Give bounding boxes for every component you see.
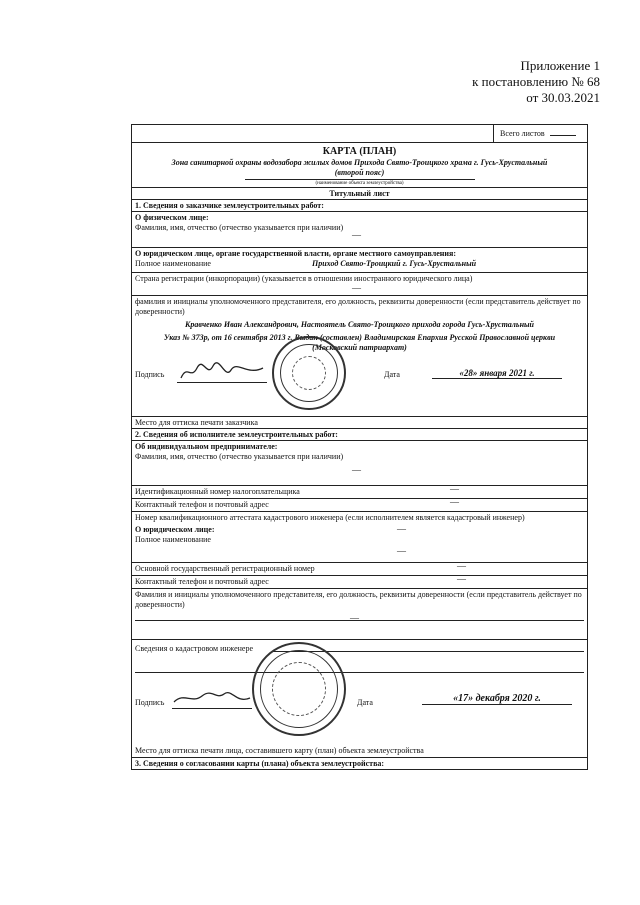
- section-3-heading: 3. Сведения о согласовании карты (плана) объекта землеустройства:: [135, 759, 385, 768]
- customer-rep-value-1: Кравченко Иван Александрович, Настоятель Свято-Троицкого прихода города Гусь-Хрустальный: [184, 320, 535, 329]
- executor-rep-dash: —: [350, 613, 359, 623]
- executor-cert-label: Номер квалификационного аттестата кадастрового инженера (если исполнителем является кадастровый инженер): [135, 513, 525, 522]
- executor-phone-dash: —: [450, 497, 459, 507]
- executor-rep-label: Фамилия и инициалы уполномоченного представителя, его должность, реквизиты доверенности (если представитель действует по доверенности): [135, 590, 582, 609]
- executor-ip-label: Об индивидуальном предпринимателе:: [135, 442, 278, 451]
- executor-fio-dash: —: [352, 465, 361, 475]
- executor-phone-label: Контактный телефон и почтовый адрес: [135, 500, 269, 509]
- executor-phone2-label: Контактный телефон и почтовый адрес: [135, 577, 269, 586]
- map-subtitle-2: (второй пояс): [334, 168, 385, 177]
- map-subtitle: Зона санитарной охраны водозабора жилых домов Прихода Свято-Троицкого храма г. Гусь-Хрустальный: [171, 158, 548, 167]
- customer-representative-block: [132, 296, 587, 417]
- map-form: [131, 124, 588, 770]
- customer-legal-block: [132, 248, 587, 273]
- appendix-line-2: к постановлению № 68: [472, 74, 600, 89]
- customer-signature: [177, 362, 267, 383]
- executor-ogrn-row: [132, 563, 587, 576]
- executor-legal-block: [132, 512, 587, 563]
- executor-inn-label: Идентификационный номер налогоплательщика: [135, 487, 300, 496]
- executor-signature-label: Подпись: [135, 698, 165, 707]
- customer-fio-dash: —: [352, 230, 361, 240]
- executor-cadastral-label: Сведения о кадастровом инженере: [135, 644, 254, 653]
- executor-inn-row: [132, 486, 587, 499]
- map-header: [132, 143, 587, 187]
- sheets-label: Всего листов: [500, 129, 545, 138]
- customer-full-name-label: Полное наименование: [135, 259, 211, 268]
- section-2-heading: 2. Сведения об исполнителе землеустроительных работ:: [132, 429, 587, 441]
- map-caption: (наименование объекта землеустройства): [245, 179, 475, 187]
- executor-ogrn-dash: —: [457, 561, 466, 571]
- customer-rep-value-3: (Московский патриархат): [312, 343, 407, 352]
- executor-cadastral-block: [132, 640, 587, 758]
- customer-signature-scribble: [177, 362, 267, 382]
- executor-ip-block: [132, 441, 587, 486]
- map-title: КАРТА (ПЛАН): [322, 146, 397, 157]
- customer-rep-label: фамилия и инициалы уполномоченного представителя, его должность, реквизиты доверенности (если представитель действует по доверенности): [135, 297, 581, 316]
- executor-full-name-label: Полное наименование: [135, 535, 211, 544]
- customer-individual-block: [132, 212, 587, 248]
- sheets-row: [132, 125, 587, 143]
- executor-fio-label: Фамилия, имя, отчество (отчество указывается при наличии): [135, 452, 344, 461]
- customer-fio-label: Фамилия, имя, отчество (отчество указывается при наличии): [135, 223, 344, 232]
- executor-legal-label: О юридическом лице:: [135, 525, 215, 534]
- executor-signature: [172, 688, 252, 709]
- customer-date-value: «28» января 2021 г.: [432, 368, 562, 379]
- customer-country-dash: —: [352, 283, 361, 293]
- executor-phone2-row: [132, 576, 587, 589]
- customer-full-name-value: Приход Свято-Троицкий г. Гусь-Хрустальный: [312, 259, 477, 268]
- customer-country-label: Страна регистрации (инкорпорации) (указывается в отношении иностранного юридического лица): [135, 274, 473, 283]
- section-1-heading: 1. Сведения о заказчике землеустроительных работ:: [132, 200, 587, 212]
- executor-cert-dash: —: [397, 524, 406, 534]
- customer-signature-label: Подпись: [135, 370, 165, 379]
- executor-representative-block: [132, 589, 587, 640]
- sheets-count-box: [493, 125, 587, 142]
- executor-date-value: «17» декабря 2020 г.: [422, 694, 572, 705]
- customer-date-label: Дата: [384, 370, 400, 379]
- executor-date-label: Дата: [357, 698, 373, 707]
- executor-signature-scribble: [172, 688, 252, 708]
- customer-seal-stamp: [272, 336, 346, 410]
- customer-rep-value-2: Указ № 373р, от 16 сентября 2013 г. Выдан (составлен) Владимирская Епархия Русской Православной церкви: [163, 333, 556, 342]
- customer-legal-label: О юридическом лице, органе государственной власти, органе местного самоуправления:: [135, 249, 456, 258]
- appendix-line-3: от 30.03.2021: [526, 90, 600, 105]
- executor-stamp-place: Место для оттиска печати лица, составившего карту (план) объекта землеустройства: [135, 746, 424, 755]
- appendix-block: [472, 58, 600, 106]
- customer-stamp-place: Место для оттиска печати заказчика: [132, 417, 587, 429]
- executor-phone2-dash: —: [457, 574, 466, 584]
- executor-phone-row: [132, 499, 587, 512]
- executor-inn-dash: —: [450, 484, 459, 494]
- executor-seal-stamp: [252, 642, 346, 736]
- appendix-line-1: Приложение 1: [520, 58, 600, 73]
- executor-ogrn-label: Основной государственный регистрационный номер: [135, 564, 315, 573]
- title-sheet-label: Титульный лист: [132, 187, 587, 200]
- customer-country-block: [132, 273, 587, 296]
- executor-full-name-dash: —: [397, 546, 406, 556]
- customer-individual-label: О физическом лице:: [135, 213, 209, 222]
